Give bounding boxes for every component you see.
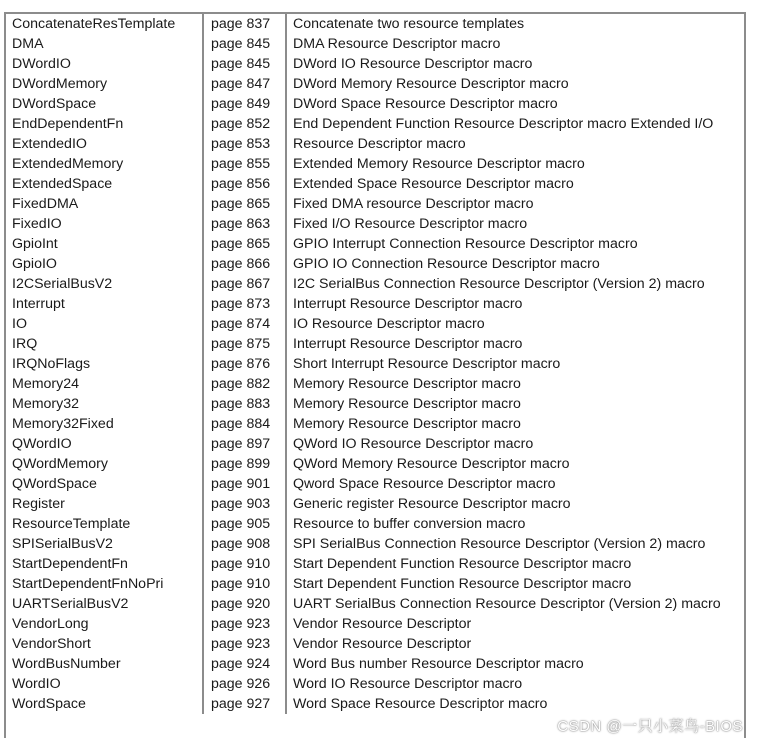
page-ref-cell: page 923 xyxy=(203,614,286,634)
page-ref-cell: page 866 xyxy=(203,254,286,274)
table-row xyxy=(6,574,744,594)
page-ref-cell: page 897 xyxy=(203,434,286,454)
description-cell: Interrupt Resource Descriptor macro xyxy=(293,296,523,312)
description-cell: Extended Memory Resource Descriptor macro xyxy=(293,156,585,172)
table-row xyxy=(6,314,744,334)
description-cell: Fixed DMA resource Descriptor macro xyxy=(293,196,534,212)
table-row xyxy=(6,534,744,554)
macro-name-cell: DWordIO xyxy=(6,54,203,74)
macro-name-cell: IRQ xyxy=(6,334,203,354)
table-row xyxy=(6,174,744,194)
page-ref-cell: page 852 xyxy=(203,114,286,134)
page-ref-cell: page 849 xyxy=(203,94,286,114)
table-row xyxy=(6,414,744,434)
description-cell: UART SerialBus Connection Resource Descriptor (Version 2) macro xyxy=(293,596,721,612)
page-ref-cell: page 856 xyxy=(203,174,286,194)
table-row xyxy=(6,694,744,714)
page-ref-cell: page 837 xyxy=(203,14,286,34)
table-row xyxy=(6,654,744,674)
page-ref-cell: page 882 xyxy=(203,374,286,394)
page-ref-cell: page 903 xyxy=(203,494,286,514)
description-cell: End Dependent Function Resource Descriptor macro Extended I/O xyxy=(293,116,714,132)
macro-name-cell: ExtendedIO xyxy=(6,134,203,154)
description-cell: Vendor Resource Descriptor xyxy=(293,636,472,652)
table-row xyxy=(6,54,744,74)
description-cell: Word Bus number Resource Descriptor macro xyxy=(293,656,584,672)
page-ref-cell: page 910 xyxy=(203,574,286,594)
description-cell: I2C SerialBus Connection Resource Descriptor (Version 2) macro xyxy=(293,276,705,292)
description-cell: Memory Resource Descriptor macro xyxy=(293,396,521,412)
table-row xyxy=(6,454,744,474)
macro-name-cell: QWordSpace xyxy=(6,474,203,494)
table-row xyxy=(6,334,744,354)
page-ref-cell: page 883 xyxy=(203,394,286,414)
macro-name-cell: GpioInt xyxy=(6,234,203,254)
table-row xyxy=(6,254,744,274)
table-row xyxy=(6,514,744,534)
macro-name-cell: QWordMemory xyxy=(6,454,203,474)
description-cell: Start Dependent Function Resource Descriptor macro xyxy=(293,556,632,572)
page-ref-cell: page 865 xyxy=(203,234,286,254)
macro-name-cell: Memory32 xyxy=(6,394,203,414)
description-cell: DMA Resource Descriptor macro xyxy=(293,36,501,52)
description-cell: GPIO Interrupt Connection Resource Descriptor macro xyxy=(293,236,638,252)
page-ref-cell: page 845 xyxy=(203,34,286,54)
description-cell: DWord Memory Resource Descriptor macro xyxy=(293,76,569,92)
page-ref-cell: page 873 xyxy=(203,294,286,314)
description-cell: Resource to buffer conversion macro xyxy=(293,516,526,532)
macro-name-cell: Interrupt xyxy=(6,294,203,314)
macro-name-cell: GpioIO xyxy=(6,254,203,274)
macro-name-cell: VendorShort xyxy=(6,634,203,654)
table-row xyxy=(6,374,744,394)
table-body xyxy=(6,14,744,714)
macro-name-cell: DWordSpace xyxy=(6,94,203,114)
page-ref-cell: page 876 xyxy=(203,354,286,374)
page-ref-cell: page 923 xyxy=(203,634,286,654)
macro-name-cell: StartDependentFnNoPri xyxy=(6,574,203,594)
table-row xyxy=(6,294,744,314)
page-ref-cell: page 845 xyxy=(203,54,286,74)
description-cell: Start Dependent Function Resource Descriptor macro xyxy=(293,576,632,592)
table-row xyxy=(6,214,744,234)
table-row xyxy=(6,434,744,454)
macro-name-cell: SPISerialBusV2 xyxy=(6,534,203,554)
description-cell: Word IO Resource Descriptor macro xyxy=(293,676,523,692)
table-row xyxy=(6,394,744,414)
table-row xyxy=(6,274,744,294)
description-cell: QWord IO Resource Descriptor macro xyxy=(293,436,534,452)
table-row xyxy=(6,34,744,54)
description-cell: GPIO IO Connection Resource Descriptor macro xyxy=(293,256,600,272)
macro-name-cell: ExtendedSpace xyxy=(6,174,203,194)
page-ref-cell: page 926 xyxy=(203,674,286,694)
table-row xyxy=(6,194,744,214)
macro-name-cell: Memory24 xyxy=(6,374,203,394)
page-ref-cell: page 924 xyxy=(203,654,286,674)
table-row xyxy=(6,134,744,154)
macro-name-cell: VendorLong xyxy=(6,614,203,634)
macro-name-cell: ResourceTemplate xyxy=(6,514,203,534)
macro-name-cell: WordBusNumber xyxy=(6,654,203,674)
macro-name-cell: Memory32Fixed xyxy=(6,414,203,434)
description-cell: QWord Memory Resource Descriptor macro xyxy=(293,456,570,472)
macro-name-cell: I2CSerialBusV2 xyxy=(6,274,203,294)
macro-name-cell: FixedDMA xyxy=(6,194,203,214)
description-cell: IO Resource Descriptor macro xyxy=(293,316,485,332)
table-row xyxy=(6,354,744,374)
macro-name-cell: WordIO xyxy=(6,674,203,694)
description-cell: Extended Space Resource Descriptor macro xyxy=(293,176,574,192)
page-ref-cell: page 863 xyxy=(203,214,286,234)
table-row xyxy=(6,674,744,694)
table-row xyxy=(6,14,744,34)
description-cell: Vendor Resource Descriptor xyxy=(293,616,472,632)
table-row xyxy=(6,94,744,114)
macro-name-cell: WordSpace xyxy=(6,694,203,714)
table-row xyxy=(6,634,744,654)
page-ref-cell: page 875 xyxy=(203,334,286,354)
table-row xyxy=(6,114,744,134)
description-cell: Memory Resource Descriptor macro xyxy=(293,416,521,432)
page-ref-cell: page 927 xyxy=(203,694,286,714)
page-ref-cell: page 853 xyxy=(203,134,286,154)
macro-name-cell: DMA xyxy=(6,34,203,54)
macro-name-cell: FixedIO xyxy=(6,214,203,234)
description-cell: Fixed I/O Resource Descriptor macro xyxy=(293,216,528,232)
page-ref-cell: page 905 xyxy=(203,514,286,534)
page-ref-cell: page 908 xyxy=(203,534,286,554)
macro-name-cell: UARTSerialBusV2 xyxy=(6,594,203,614)
page-ref-cell: page 847 xyxy=(203,74,286,94)
description-cell: DWord Space Resource Descriptor macro xyxy=(293,96,558,112)
macro-name-cell: IO xyxy=(6,314,203,334)
description-cell: Word Space Resource Descriptor macro xyxy=(293,696,548,712)
macro-reference-table xyxy=(4,12,746,738)
description-cell: Generic register Resource Descriptor macro xyxy=(293,496,571,512)
page-ref-cell: page 855 xyxy=(203,154,286,174)
description-cell: Short Interrupt Resource Descriptor macro xyxy=(293,356,561,372)
page-ref-cell: page 910 xyxy=(203,554,286,574)
macro-name-cell: Register xyxy=(6,494,203,514)
macro-name-cell: EndDependentFn xyxy=(6,114,203,134)
page-ref-cell: page 884 xyxy=(203,414,286,434)
description-cell: DWord IO Resource Descriptor macro xyxy=(293,56,533,72)
macro-name-cell: DWordMemory xyxy=(6,74,203,94)
page-ref-cell: page 865 xyxy=(203,194,286,214)
page-ref-cell: page 920 xyxy=(203,594,286,614)
macro-table xyxy=(6,14,744,714)
description-cell: Resource Descriptor macro xyxy=(293,136,466,152)
table-row xyxy=(6,554,744,574)
description-cell: Qword Space Resource Descriptor macro xyxy=(293,476,556,492)
table-row xyxy=(6,74,744,94)
watermark-text: CSDN @一只小菜鸟-BIOS xyxy=(557,718,743,735)
description-cell: SPI SerialBus Connection Resource Descriptor (Version 2) macro xyxy=(293,536,706,552)
macro-name-cell: ConcatenateResTemplate xyxy=(6,14,203,34)
table-row xyxy=(6,154,744,174)
table-row xyxy=(6,494,744,514)
page-ref-cell: page 901 xyxy=(203,474,286,494)
page-ref-cell: page 867 xyxy=(203,274,286,294)
table-row xyxy=(6,234,744,254)
table-row xyxy=(6,614,744,634)
description-cell: Interrupt Resource Descriptor macro xyxy=(293,336,523,352)
page-ref-cell: page 874 xyxy=(203,314,286,334)
macro-name-cell: StartDependentFn xyxy=(6,554,203,574)
description-cell: Memory Resource Descriptor macro xyxy=(293,376,521,392)
table-row xyxy=(6,594,744,614)
table-row xyxy=(6,474,744,494)
macro-name-cell: ExtendedMemory xyxy=(6,154,203,174)
description-cell: Concatenate two resource templates xyxy=(293,16,525,32)
macro-name-cell: QWordIO xyxy=(6,434,203,454)
page-ref-cell: page 899 xyxy=(203,454,286,474)
macro-name-cell: IRQNoFlags xyxy=(6,354,203,374)
